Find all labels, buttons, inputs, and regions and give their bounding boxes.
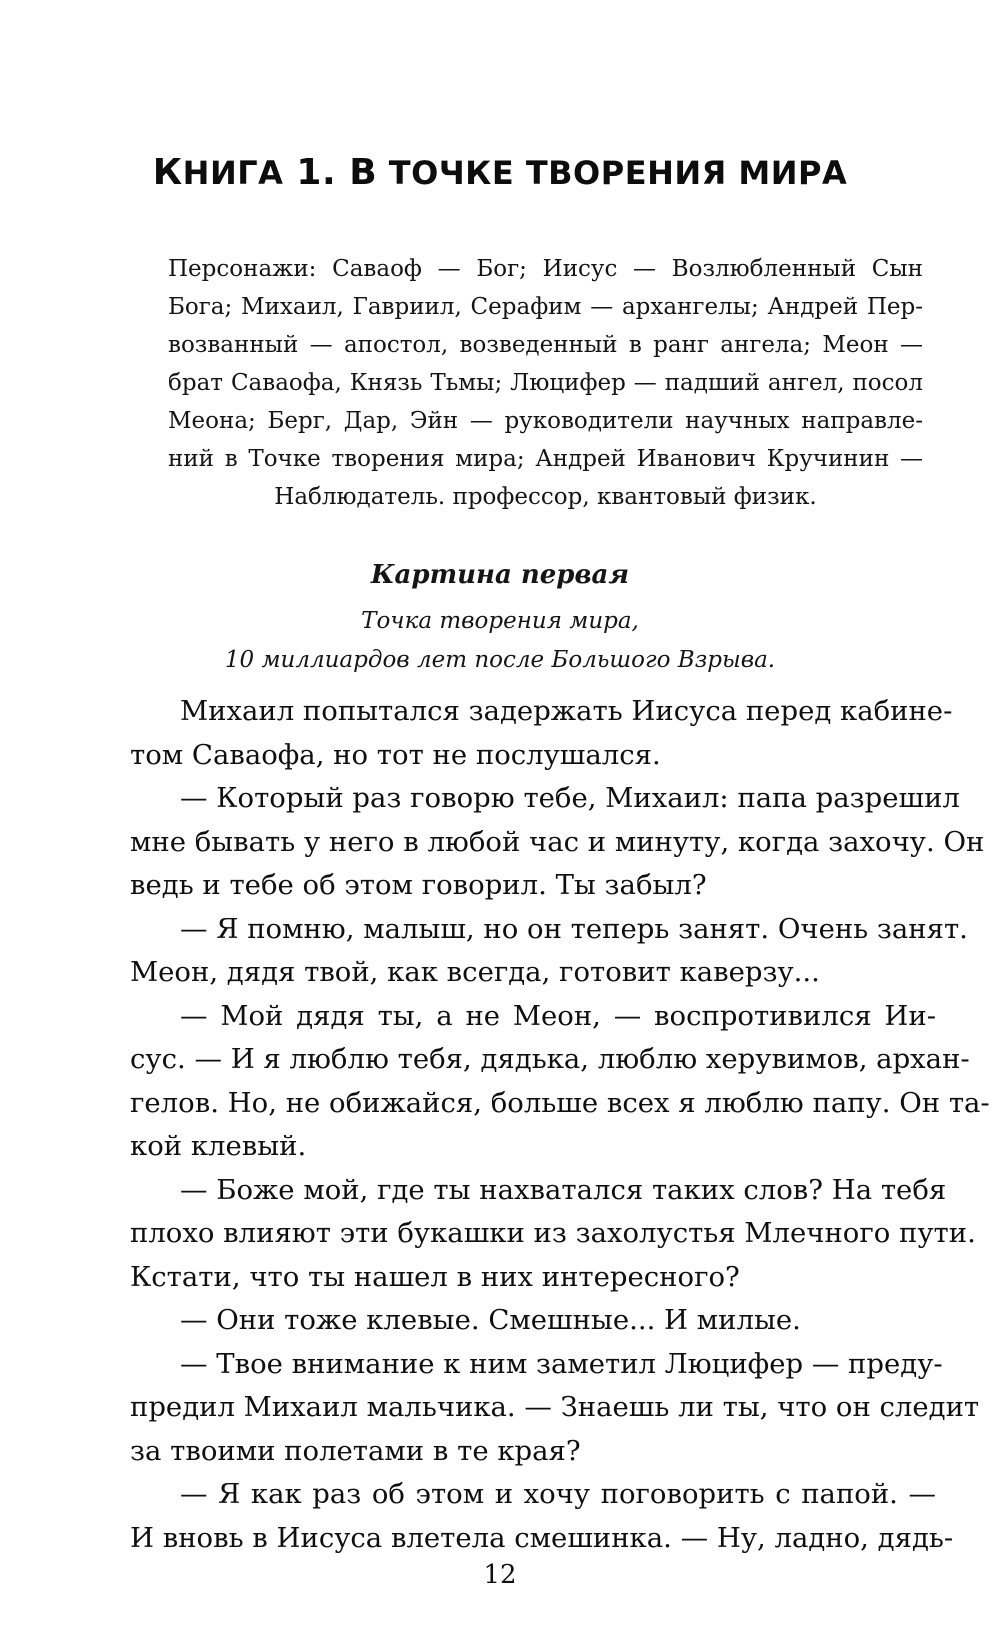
body-line: — Они тоже клевые. Смешные... И милые. bbox=[180, 1304, 801, 1336]
body-line: — Мой дядя ты, а не Меон, — воспротивился Ии- bbox=[180, 999, 936, 1032]
body-line: предил Михаил мальчика. — Знаешь ли ты, что он следит bbox=[130, 1391, 980, 1423]
body-line: Михаил попытался задержать Иисуса перед кабине- bbox=[180, 695, 953, 727]
characters-list bbox=[168, 250, 923, 516]
characters-line: ний в Точке творения мира; Андрей Иванович Кручинин — bbox=[168, 446, 923, 472]
body-line: том Саваофа, но тот не послушался. bbox=[130, 738, 661, 771]
title-initial: К bbox=[152, 152, 183, 193]
title-rest: ТОЧКЕ ТВОРЕНИЯ МИРА bbox=[377, 154, 848, 192]
characters-line: Персонажи: Саваоф — Бог; Иисус — Возлюбленный Сын bbox=[168, 256, 923, 282]
scene-title: Картина первая bbox=[370, 560, 630, 590]
body-line: гелов. Но, не обижайся, больше всех я люблю папу. Он та- bbox=[130, 1086, 990, 1119]
title-preposition: В bbox=[349, 152, 378, 193]
characters-line: Бога; Михаил, Гавриил, Серафим — архангелы; Андрей Пер- bbox=[168, 294, 923, 320]
body-line: ведь и тебе об этом говорил. Ты забыл? bbox=[130, 869, 707, 901]
chapter-title bbox=[0, 152, 1000, 193]
characters-line: брат Саваофа, Князь Тьмы; Люцифер — падший ангел, посол bbox=[168, 370, 923, 396]
body-text bbox=[130, 690, 990, 1560]
body-line: — Боже мой, где ты нахватался таких слов? На тебя bbox=[180, 1173, 947, 1206]
scene-subtitle: 10 миллиардов лет после Большого Взрыва. bbox=[224, 647, 776, 673]
body-line: — Который раз говорю тебе, Михаил: папа разрешил bbox=[180, 782, 960, 814]
body-line: мне бывать у него в любой час и минуту, когда захочу. Он bbox=[130, 825, 985, 858]
body-line: — Я помню, малыш, но он теперь занят. Очень занят. bbox=[180, 912, 968, 945]
body-line: сус. — И я люблю тебя, дядька, люблю херувимов, архан- bbox=[130, 1043, 970, 1075]
characters-line: Меона; Берг, Дар, Эйн — руководители научных направле- bbox=[168, 408, 923, 434]
body-line: — Твое внимание к ним заметил Люцифер — преду- bbox=[180, 1347, 943, 1380]
characters-line: Наблюдатель. профессор, квантовый физик. bbox=[274, 484, 817, 510]
body-line: плохо влияют эти букашки из захолустья Млечного пути. bbox=[130, 1217, 976, 1249]
body-line: кой клевый. bbox=[130, 1130, 307, 1162]
body-line: за твоими полетами в те края? bbox=[130, 1434, 581, 1467]
title-word-book: НИГА bbox=[182, 154, 284, 192]
page-number: 12 bbox=[483, 1560, 517, 1590]
body-line: И вновь в Иисуса влетела смешинка. — Ну, ладно, дядь- bbox=[130, 1521, 954, 1554]
body-line: Кстати, что ты нашел в них интересного? bbox=[130, 1260, 740, 1293]
characters-line: возванный — апостол, возведенный в ранг ангела; Меон — bbox=[168, 332, 923, 358]
scene-subtitle: Точка творения мира, bbox=[361, 608, 639, 634]
title-number: 1. bbox=[283, 152, 350, 193]
body-line: Меон, дядя твой, как всегда, готовит каверзу... bbox=[130, 956, 820, 988]
body-line: — Я как раз об этом и хочу поговорить с папой. — bbox=[180, 1478, 936, 1510]
